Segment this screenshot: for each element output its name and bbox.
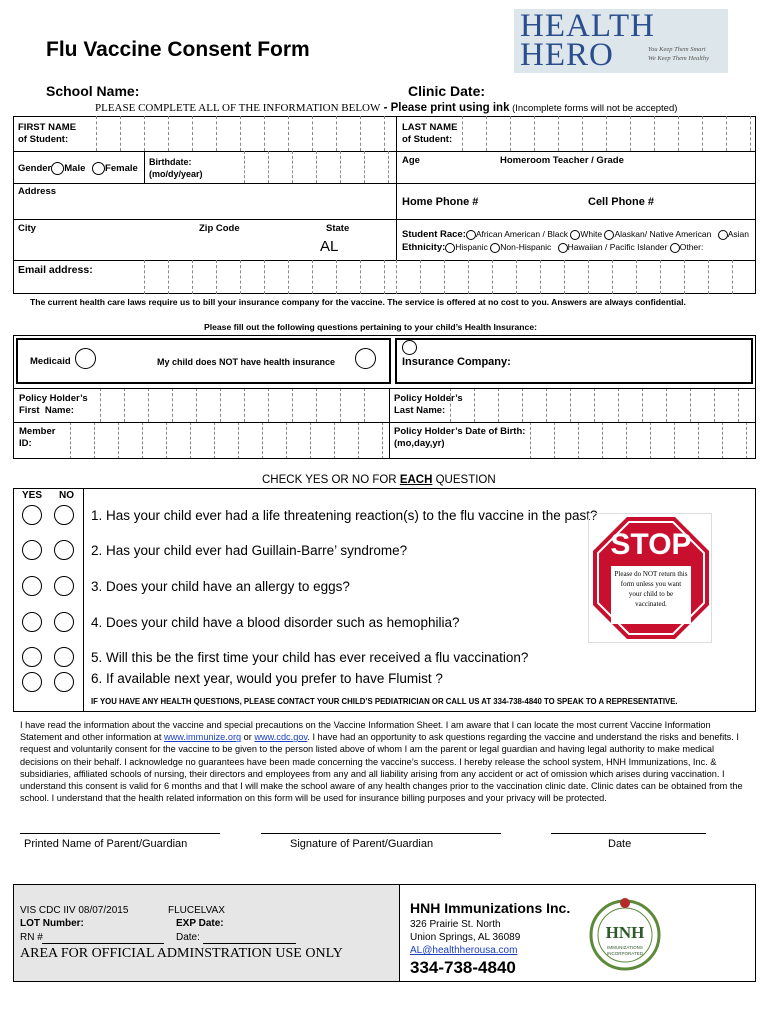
- grid-cell-divider: [684, 260, 685, 294]
- grid-cell-divider: [288, 260, 289, 294]
- grid-cell-divider: [726, 116, 727, 151]
- q1-no-radio[interactable]: [54, 505, 74, 525]
- grid-cell-divider: [120, 116, 121, 151]
- homeroom-label: Homeroom Teacher / Grade: [500, 155, 624, 166]
- age-label: Age: [402, 155, 420, 166]
- gender-field: Gender Male Female: [18, 163, 138, 175]
- ethnicity-radio[interactable]: [490, 243, 500, 253]
- grid-cell-divider: [582, 116, 583, 151]
- question-2: 2. Has your child ever had Guillain-Barre’ syndrome?: [91, 543, 408, 558]
- ethnicity-radio[interactable]: [558, 243, 568, 253]
- company-name: HNH Immunizations Inc.: [410, 900, 571, 916]
- insurance-instruction: Please fill out the following questions pertaining to your child’s Health Insurance:: [204, 322, 537, 332]
- vis-label: VIS CDC IIV 08/07/2015: [20, 905, 129, 916]
- company-email-link[interactable]: AL@healthherousa.com: [410, 945, 518, 956]
- q6-yes-radio[interactable]: [22, 672, 42, 692]
- cell-phone-label: Cell Phone #: [588, 196, 655, 208]
- grid-cell-divider: [292, 151, 293, 183]
- grid-cell-divider: [462, 116, 463, 151]
- ethnicity-radio[interactable]: [445, 243, 455, 253]
- q3-yes-radio[interactable]: [22, 576, 42, 596]
- consent-text: I have read the information about the vaccine and special precautions on the Vaccine Information Sheet. I am aware that I can locate the most current Vaccine Information Statement and other information at www.immunize.org or www.cdc.gov. I have had an opportunity to ask questions regarding the vaccine and understand the risks and benefits. I request and voluntarily consent for the vaccine to be given to the person listed above of whom I am the parent or legal guardian and having legal authority to make medical decisions on their behalf. I acknowledge no guarantees have been made concerning the vaccine’s success. I hereby release the school system, HNH Immunizations, Inc. & subsidiaries, affiliated schools of nursing, their directors and employees from any and all liability arising from any accident or act of omission which arises during vaccination. I understand this consent is valid for 6 months and that I will make the school aware of any health changes prior to the vaccination clinic date. Clinic dates can be obtained from the school. I understand that the health related information on this form will be used for insurance billing purposes and your privacy will be protected.: [20, 720, 743, 804]
- official-area-label: AREA FOR OFFICIAL ADMINSTRATION USE ONLY: [20, 946, 343, 961]
- grid-cell-divider: [268, 151, 269, 183]
- home-phone-label: Home Phone #: [402, 196, 479, 208]
- question-4: 4. Does your child have a blood disorder such as hemophilia?: [91, 615, 460, 630]
- grid-cell-divider: [384, 116, 385, 151]
- zip-label: Zip Code: [199, 223, 240, 234]
- exp-label: EXP Date:: [176, 918, 224, 929]
- q1-yes-radio[interactable]: [22, 505, 42, 525]
- question-3: 3. Does your child have an allergy to eggs?: [91, 579, 350, 594]
- city-label: City: [18, 223, 36, 234]
- address-label: Address: [18, 186, 57, 197]
- grid-cell-divider: [288, 116, 289, 151]
- holder-last-label: Policy Holder’s Last Name:: [394, 393, 463, 416]
- grid-cell-divider: [678, 116, 679, 151]
- school-name-label: School Name:: [46, 83, 140, 99]
- q6-no-radio[interactable]: [54, 672, 74, 692]
- grid-cell-divider: [630, 116, 631, 151]
- race-radio[interactable]: [570, 230, 580, 240]
- no-insurance-label: My child does NOT have health insurance: [157, 357, 336, 367]
- grid-cell-divider: [388, 151, 389, 183]
- grid-cell-divider: [636, 260, 637, 294]
- contact-note: IF YOU HAVE ANY HEALTH QUESTIONS, PLEASE CONTACT YOUR CHILD’S PEDIATRICIAN OR CALL US AT 334-738-4840 TO SPEAK TO A REPRESENTATIVE.: [91, 697, 678, 706]
- grid-cell-divider: [360, 116, 361, 151]
- stop-sign-panel: [588, 513, 712, 643]
- q3-no-radio[interactable]: [54, 576, 74, 596]
- grid-cell-divider: [612, 260, 613, 294]
- ethnicity-field: Ethnicity: Hispanic Non-Hispanic Hawaiian / Pacific Islander Other:: [402, 242, 704, 253]
- hnh-seal: HNH IMMUNIZATIONS INCORPORATED: [585, 893, 665, 973]
- gender-male-radio[interactable]: [51, 162, 64, 175]
- grid-cell-divider: [510, 116, 511, 151]
- company-city: Union Springs, AL 36089: [410, 932, 521, 943]
- grid-cell-divider: [708, 260, 709, 294]
- insurance-company-radio[interactable]: [402, 340, 417, 355]
- grid-cell-divider: [340, 151, 341, 183]
- ethnicity-radio[interactable]: [670, 243, 680, 253]
- last-name-label: LAST NAME of Student:: [402, 122, 458, 145]
- holder-first-label: Policy Holder’s First Name:: [19, 393, 88, 416]
- page-title: Flu Vaccine Consent Form: [46, 38, 310, 61]
- rn-label: RN #: [20, 932, 43, 943]
- grid-cell-divider: [216, 260, 217, 294]
- instructions: PLEASE COMPLETE ALL OF THE INFORMATION BELOW - Please print using ink (Incomplete forms will not be accepted): [95, 102, 678, 114]
- grid-cell-divider: [264, 116, 265, 151]
- insurance-company-label: Insurance Company:: [402, 356, 511, 368]
- email-label: Email address:: [18, 264, 93, 276]
- company-phone: 334-738-4840: [410, 958, 516, 977]
- q4-yes-radio[interactable]: [22, 612, 42, 632]
- lot-label: LOT Number:: [20, 918, 84, 929]
- vaccine-label: FLUCELVAX: [168, 905, 225, 916]
- q5-no-radio[interactable]: [54, 647, 74, 667]
- holder-dob-label: Policy Holder’s Date of Birth: (mo,day,yr): [394, 426, 526, 449]
- grid-cell-divider: [360, 260, 361, 294]
- gender-female-radio[interactable]: [92, 162, 105, 175]
- immunize-link[interactable]: www.immunize.org: [164, 732, 242, 743]
- question-6: 6. If available next year, would you prefer to have Flumist ?: [91, 671, 443, 686]
- grid-cell-divider: [732, 260, 733, 294]
- grid-cell-divider: [216, 116, 217, 151]
- grid-cell-divider: [336, 116, 337, 151]
- question-5: 5. Will this be the first time your child has ever received a flu vaccination?: [91, 650, 529, 665]
- questions-heading: CHECK YES OR NO FOR EACH QUESTION: [262, 474, 496, 486]
- state-value: AL: [320, 238, 339, 255]
- cdc-link[interactable]: www.cdc.gov: [254, 732, 308, 743]
- grid-cell-divider: [516, 260, 517, 294]
- q4-no-radio[interactable]: [54, 612, 74, 632]
- grid-cell-divider: [264, 260, 265, 294]
- grid-cell-divider: [588, 260, 589, 294]
- grid-cell-divider: [192, 260, 193, 294]
- grid-cell-divider: [534, 116, 535, 151]
- race-radio[interactable]: [604, 230, 614, 240]
- state-label: State: [326, 223, 350, 234]
- grid-cell-divider: [750, 116, 751, 151]
- medicaid-label: Medicaid: [30, 356, 71, 367]
- grid-cell-divider: [168, 116, 169, 151]
- grid-cell-divider: [384, 260, 385, 294]
- grid-cell-divider: [312, 260, 313, 294]
- printed-name-label: Printed Name of Parent/Guardian: [24, 838, 188, 850]
- grid-cell-divider: [540, 260, 541, 294]
- grid-cell-divider: [312, 116, 313, 151]
- grid-cell-divider: [336, 260, 337, 294]
- grid-cell-divider: [702, 116, 703, 151]
- no-column-label: NO: [59, 490, 74, 501]
- clinic-date-label: Clinic Date:: [408, 83, 486, 99]
- question-1: 1. Has your child ever had a life threatening reaction(s) to the flu vaccine in the past?: [91, 508, 598, 523]
- grid-cell-divider: [244, 151, 245, 183]
- first-name-label: FIRST NAME of Student:: [18, 122, 77, 145]
- health-hero-logo: HEALTH HERO You Keep Them Smart We Keep Them Healthy: [514, 9, 728, 73]
- grid-cell-divider: [492, 260, 493, 294]
- yes-column-label: YES: [22, 490, 43, 501]
- grid-cell-divider: [240, 116, 241, 151]
- q2-yes-radio[interactable]: [22, 540, 42, 560]
- grid-cell-divider: [564, 260, 565, 294]
- grid-cell-divider: [144, 116, 145, 151]
- grid-cell-divider: [558, 116, 559, 151]
- race-radio[interactable]: [466, 230, 476, 240]
- grid-cell-divider: [168, 260, 169, 294]
- grid-cell-divider: [420, 260, 421, 294]
- company-street: 326 Prairie St. North: [410, 919, 501, 930]
- grid-cell-divider: [316, 151, 317, 183]
- grid-cell-divider: [606, 116, 607, 151]
- grid-cell-divider: [468, 260, 469, 294]
- grid-cell-divider: [444, 260, 445, 294]
- race-radio[interactable]: [718, 230, 728, 240]
- insurance-notice: The current health care laws require us to bill your insurance company for the vaccine. The service is offered at no cost to you. Answers are always confidential.: [30, 297, 686, 307]
- grid-cell-divider: [486, 116, 487, 151]
- medicaid-radio[interactable]: [75, 348, 96, 369]
- no-insurance-radio[interactable]: [355, 348, 376, 369]
- date-label: Date: [608, 838, 632, 850]
- official-date-label: Date:: [176, 932, 200, 943]
- signature-label: Signature of Parent/Guardian: [290, 838, 434, 850]
- grid-cell-divider: [96, 116, 97, 151]
- birthdate-label: Birthdate: (mo/dy/year): [149, 157, 203, 179]
- grid-cell-divider: [240, 260, 241, 294]
- grid-cell-divider: [660, 260, 661, 294]
- grid-cell-divider: [192, 116, 193, 151]
- stop-word: STOP: [610, 528, 692, 561]
- q2-no-radio[interactable]: [54, 540, 74, 560]
- grid-cell-divider: [144, 260, 145, 294]
- race-field: Student Race: African American / Black White Alaskan/ Native American Asian: [402, 229, 749, 240]
- member-id-label: Member ID:: [19, 426, 56, 449]
- q5-yes-radio[interactable]: [22, 647, 42, 667]
- stop-text: Please do NOT return this form unless you want your child to be vaccinated.: [614, 570, 688, 608]
- grid-cell-divider: [396, 260, 397, 294]
- grid-cell-divider: [364, 151, 365, 183]
- grid-cell-divider: [654, 116, 655, 151]
